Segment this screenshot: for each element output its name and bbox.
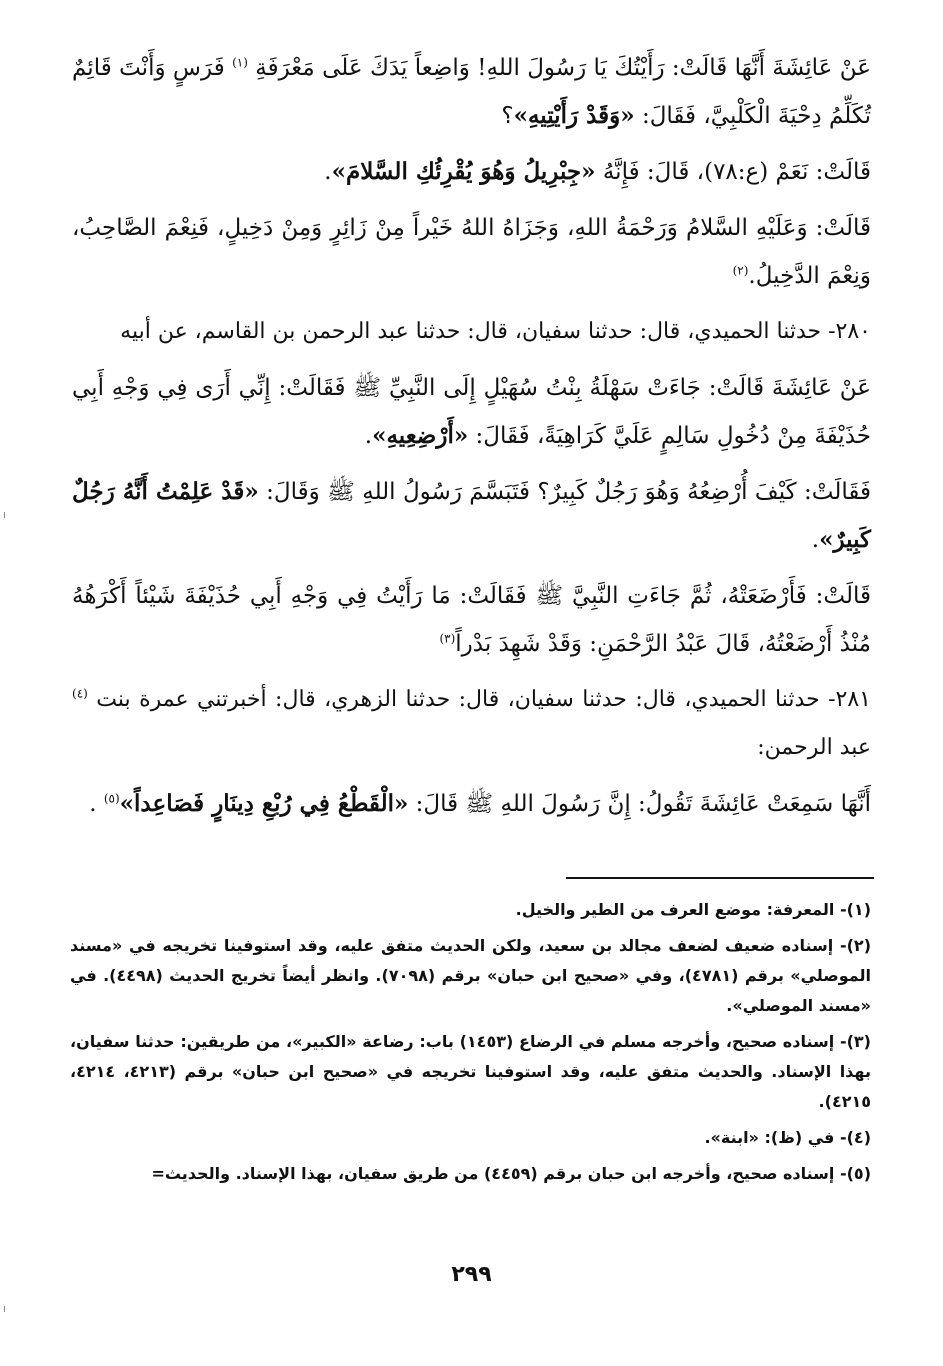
text-run: . <box>324 159 332 185</box>
paragraph <box>72 44 871 140</box>
text-run: قَالَتْ: وَعَلَيْهِ السَّلامُ وَرَحْمَةُ اللهِ، وَجَزَاهُ اللهُ خَيْراً مِنْ زَائِرٍ وَمِنْ دَخِيلٍ، فَنِعْمَ الصَّاحِبُ، وَنِعْمَ الدَّخِيلُ. <box>72 215 871 289</box>
text-run: ٢٨٠- حدثنا الحميدي، قال: حدثنا سفيان، قال: حدثنا عبد الرحمن بن القاسم، عن أبيه <box>120 319 871 344</box>
paragraph <box>72 148 871 196</box>
hadith-quote: «أَرْضِعِيهِ» <box>372 422 469 449</box>
scan-mark <box>4 1306 5 1312</box>
paragraph <box>72 780 871 828</box>
footnote-divider <box>566 877 874 879</box>
text-run: فَرَسٍ وَأَنْتَ قَائِمٌ تُكَلِّمُ دِحْيَةَ الْكَلْبِيَّ، فَقَالَ: <box>72 55 871 129</box>
hadith-quote: «الْقَطْعُ فِي رُبْعِ دِينَارٍ فَصَاعِداً» <box>119 790 409 817</box>
footnote: (٥)- إسناده صحيح، وأخرجه ابن حبان برقم (٤٤٥٩) من طريق سفيان، بهذا الإسناد. والحديث= <box>151 1164 871 1183</box>
paragraph <box>72 468 871 564</box>
footnote-ref: (٢) <box>732 263 749 278</box>
text-run: أَنَّهَا سَمِعَتْ عَائِشَةَ تَقُولُ: إِنَّ رَسُولَ اللهِ ﷺ قَالَ: <box>408 791 871 817</box>
footnote-ref: (٣) <box>439 631 456 646</box>
footnote-ref: (٤) <box>72 686 88 701</box>
hadith-quote: «وَقَدْ رَأَيْتِيهِ» <box>513 102 635 129</box>
footnote-ref: (١) <box>232 55 248 70</box>
text-run: . <box>89 791 104 817</box>
page-number: ٢٩٩ <box>451 1262 492 1287</box>
text-run: . <box>811 527 820 553</box>
text-run: قَالَتْ: نَعَمْ (ع:٧٨)، قَالَ: فَإِنَّهُ <box>595 159 871 185</box>
footnote: (٢)- إسناده ضعيف لضعف مجالد بن سعيد، ولكن الحديث متفق عليه، وقد استوفينا تخريجه في «مسند الموصلي» برقم (٤٧٨١)، وفي «صحيح ابن حبان» برقم (٧٠٩٨). وانظر أيضاً تخريج الحديث (٤٤٩٨). في «مسند الموصلي». <box>70 936 872 1015</box>
text-run: ٢٨١- حدثنا الحميدي، قال: حدثنا سفيان، قال: حدثنا الزهري، قال: أخبرتني عمرة بنت <box>87 687 871 712</box>
paragraph <box>72 204 871 300</box>
paragraph <box>72 572 871 668</box>
text-run: فَقَالَتْ: كَيْفَ أُرْضِعُهُ وَهُوَ رَجُلٌ كَبِيرٌ؟ فَتَبَسَّمَ رَسُولُ اللهِ ﷺ وَقَالَ: <box>258 479 871 505</box>
footnote-ref: (٥) <box>103 791 120 806</box>
text-run: ؟ <box>501 103 514 129</box>
text-run: عَنْ عَائِشَةَ قَالَتْ: جَاءَتْ سَهْلَةُ بِنْتُ سُهَيْلٍ إِلَى النَّبِيِّ ﷺ فَقَالَتْ: إِنِّي أَرَى فِي وَجْهِ أَبِي حُذَيْفَةَ مِنْ دُخُولِ سَالِمٍ عَلَيَّ كَرَاهِيَةً، فَقَالَ: <box>72 375 871 449</box>
scan-mark <box>4 512 5 518</box>
paragraph <box>72 364 871 460</box>
hadith-quote: «قَدْ عَلِمْتُ أَنَّهُ رَجُلٌ كَبِيرٌ» <box>72 478 871 553</box>
text-run: . <box>364 423 373 449</box>
isnad-paragraph <box>72 676 871 772</box>
footnote: (١)- المعرفة: موضع العرف من الطير والخيل. <box>515 900 871 919</box>
text-run: عَنْ عَائِشَةَ أَنَّهَا قَالَتْ: رَأَيْتُكَ يَا رَسُولَ اللهِ! وَاضِعاً يَدَكَ عَلَى مَعْرَفَةِ <box>247 55 872 81</box>
footnote: (٤)- في (ظ): «ابنة». <box>704 1128 871 1147</box>
text-run: عبد الرحمن: <box>757 735 871 760</box>
footnotes <box>70 895 871 1195</box>
isnad-paragraph <box>72 308 871 356</box>
main-text <box>72 44 871 836</box>
text-run: قَالَتْ: فَأَرْضَعَتْهُ، ثُمَّ جَاءَتِ النَّبِيَّ ﷺ فَقَالَتْ: مَا رَأَيْتُ فِي وَجْهِ أَبِي حُذَيْفَةَ شَيْئاً أَكْرَهُهُ مُنْذُ أَرْضَعْتُهُ، قَالَ عَبْدُ الرَّحْمَنِ: وَقَدْ شَهِدَ بَدْراً <box>72 583 871 657</box>
hadith-quote: «جِبْرِيلُ وَهُوَ يُقْرِئُكِ السَّلامَ» <box>331 158 596 185</box>
footnote: (٣)- إسناده صحيح، وأخرجه مسلم في الرضاع (١٤٥٣) باب: رضاعة «الكبير»، من طريقين: حدثنا سفيان، بهذا الإسناد. والحديث متفق عليه، وقد استوفينا تخريجه في «صحيح ابن حبان» برقم (٤٢١٣، ٤٢١٤، ٤٢١٥). <box>70 1032 871 1111</box>
